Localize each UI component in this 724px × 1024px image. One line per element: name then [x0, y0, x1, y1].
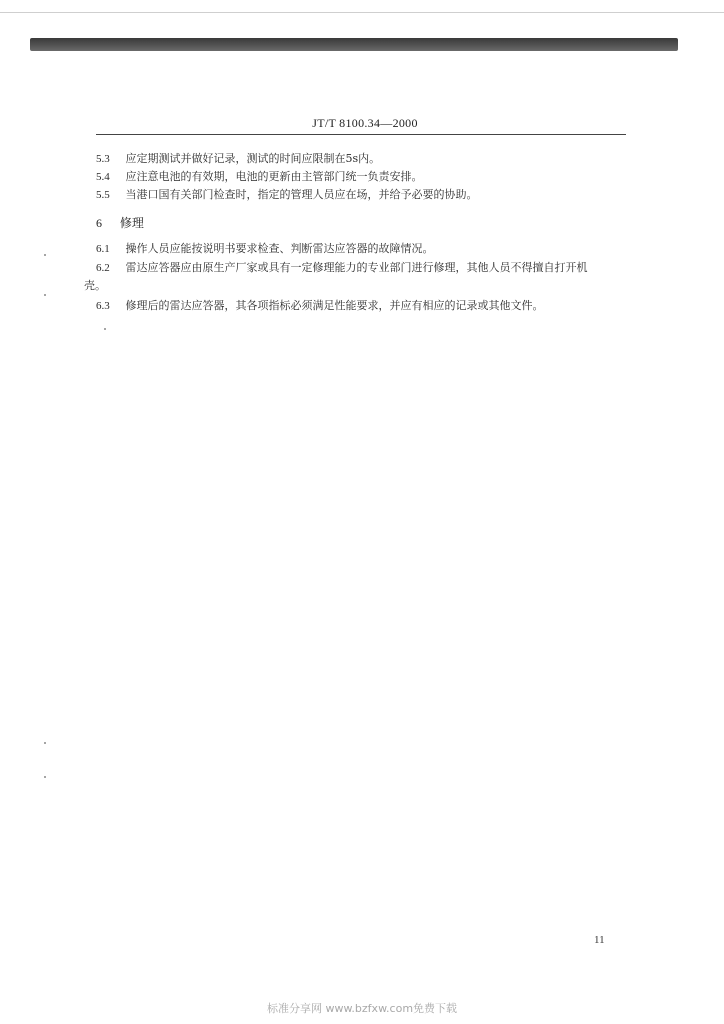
- scan-edge-bar: [30, 38, 678, 51]
- scan-top-line: [0, 12, 724, 13]
- scan-speck: [44, 294, 46, 296]
- clause-6-2-continuation: 壳。: [84, 279, 106, 292]
- clause-text: 雷达应答器应由原生产厂家或具有一定修理能力的专业部门进行修理，其他人员不得擅自打开机: [125, 261, 588, 274]
- clause-6-3: [96, 297, 626, 315]
- clause-number: 6.2: [96, 262, 110, 274]
- clause-text: 修理后的雷达应答器，其各项指标必须满足性能要求，并应有相应的记录或其他文件。: [125, 299, 544, 312]
- clause-number: 5.4: [96, 171, 110, 183]
- standard-code-header: JT/T 8100.34—2000: [312, 116, 418, 130]
- section-number: 6: [96, 216, 102, 230]
- watermark: 标准分享网 www.bzfxw.com免费下载: [266, 1002, 458, 1015]
- clause-number: 5.5: [96, 189, 110, 201]
- section-6-heading: [96, 214, 144, 231]
- clause-number: 5.3: [96, 153, 110, 165]
- scan-speck: [104, 328, 106, 330]
- clause-5-3: [96, 150, 626, 168]
- scan-speck: [44, 742, 46, 744]
- clause-5-4: [96, 168, 626, 186]
- clause-text: 当港口国有关部门检查时，指定的管理人员应在场，并给予必要的协助。: [125, 188, 478, 201]
- scan-speck: [44, 254, 46, 256]
- clause-text: 操作人员应能按说明书要求检查、判断雷达应答器的故障情况。: [125, 242, 434, 255]
- scan-speck: [44, 776, 46, 778]
- clause-6-1: [96, 240, 626, 258]
- clause-5-5: [96, 186, 626, 204]
- clause-text: 应注意电池的有效期，电池的更新由主管部门统一负责安排。: [125, 170, 423, 183]
- clause-number: 6.3: [96, 300, 110, 312]
- clause-6-2: [96, 259, 626, 277]
- clause-text: 应定期测试并做好记录，测试的时间应限制在5s内。: [125, 152, 381, 165]
- section-title: 修理: [119, 216, 144, 230]
- header-rule: [96, 134, 626, 135]
- clause-number: 6.1: [96, 243, 110, 255]
- page-number: 11: [594, 934, 605, 946]
